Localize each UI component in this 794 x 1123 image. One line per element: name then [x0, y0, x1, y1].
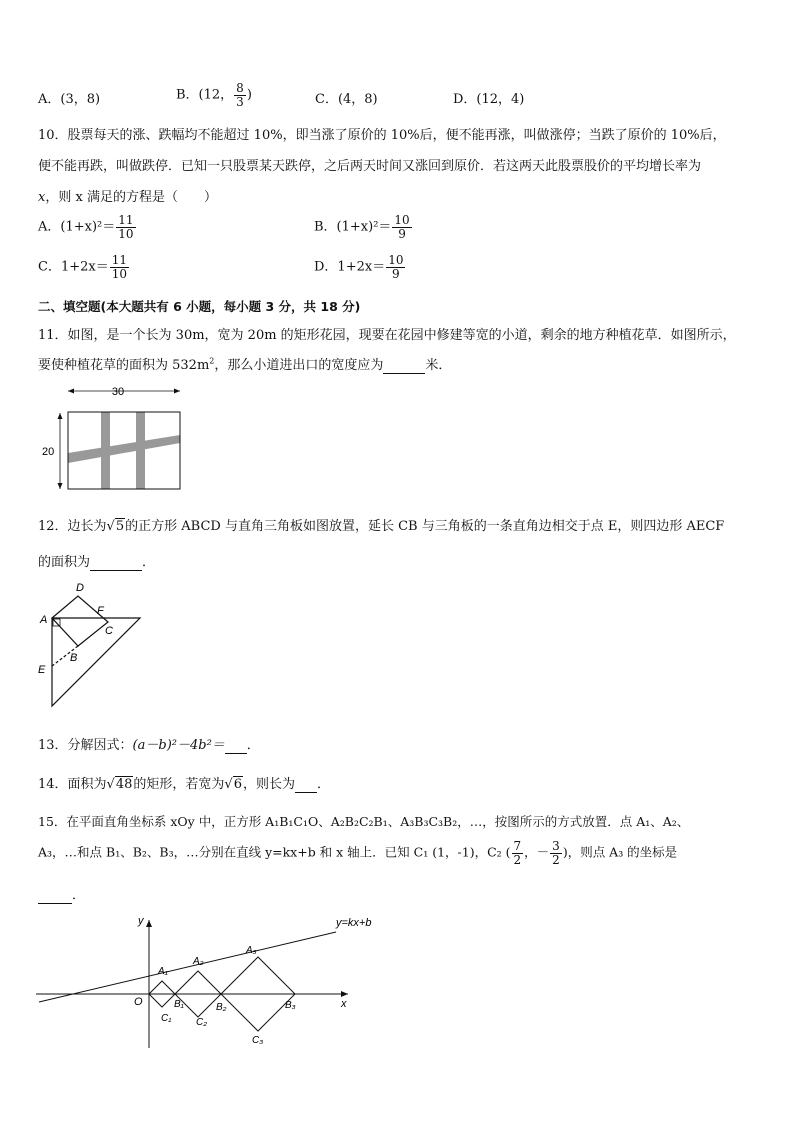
radicand: 48 [115, 777, 133, 792]
fraction [550, 840, 562, 866]
label-c3: C₃ [252, 1035, 264, 1046]
q12-line-1-a: 12．边长为 [38, 519, 107, 534]
label-a2: A₂ [193, 956, 204, 967]
answer-blank[interactable] [225, 738, 247, 754]
label-a3: A₃ [246, 945, 257, 956]
q11-line-2-a: 要使种植花草的面积为 532m [38, 358, 210, 373]
q10-choice-b-prefix: B．(1+x)²＝ [314, 219, 392, 235]
label-b3: B₃ [285, 1000, 296, 1011]
path-vertical-left [101, 412, 110, 489]
q14-a: 14．面积为 [38, 777, 107, 792]
denominator: 10 [111, 266, 127, 281]
q10-choice-d [314, 254, 406, 280]
fraction [110, 254, 129, 280]
fraction [386, 254, 405, 280]
q15-line-2-b: )，则点 A₃ 的坐标是 [562, 844, 678, 860]
arrowhead [58, 483, 63, 489]
q12-line-2-a: 的面积为 [38, 555, 91, 570]
answer-blank[interactable] [295, 777, 317, 793]
denominator: 9 [398, 226, 406, 241]
path-vertical-right [136, 412, 145, 489]
fraction [116, 214, 135, 240]
answer-blank[interactable] [383, 358, 425, 374]
numerator: 8 [236, 81, 244, 95]
width-label: 30 [111, 386, 125, 398]
garden-figure [38, 383, 188, 493]
line-y-kx-b [39, 932, 336, 1002]
coordinate-figure [36, 908, 396, 1053]
square-triangle-figure [36, 578, 148, 710]
label-c: C [105, 625, 113, 637]
q10-variable: x [38, 190, 46, 205]
q9-choice-b-suffix: ) [246, 87, 252, 103]
q10-choice-c [38, 254, 130, 280]
q14-line [38, 773, 330, 793]
q10-choice-a [38, 214, 137, 240]
line-label: y=kx+b [336, 917, 372, 929]
q9-choice-b-prefix: B．(12， [176, 87, 234, 103]
q15-line-3 [38, 884, 85, 904]
q15-line-2-a: A₃，…和点 B₁、B₂、B₃，…分别在直线 y=kx+b 和 x 轴上．已知 C₁ (1，-1)，C₂ ( [38, 844, 511, 860]
q9-choice-d: D．(12，4) [453, 92, 525, 107]
fraction [512, 840, 524, 866]
q10-line-3-rest: ，则 x 满足的方程是（ ） [45, 190, 217, 205]
q15-separator: ，－ [524, 844, 550, 860]
sqrt: √48 [106, 777, 133, 792]
q14-c: ，则长为 [242, 777, 295, 792]
q14-d: ． [317, 777, 331, 792]
height-label: 20 [42, 446, 55, 458]
denominator: 10 [118, 226, 134, 241]
label-b1: B₁ [174, 999, 184, 1010]
denominator: 2 [513, 852, 522, 867]
radicand: 6 [233, 777, 242, 792]
path-horizontal [68, 435, 180, 463]
q13-suffix: ． [246, 738, 260, 753]
q15-line-3-end: ． [72, 888, 86, 903]
q12-line-2-b: ． [142, 555, 156, 570]
q12-line-1-b: 的正方形 ABCD 与直角三角板如图放置，延长 CB 与三角板的一条直角边相交于点 E，则四边形 AECF [125, 519, 725, 534]
denominator: 2 [552, 852, 560, 867]
q11-line-1: 11．如图，是一个长为 30m，宽为 20m 的矩形花园，现要在花园中修建等宽的小道，剩余的地方种植花草．如图所示， [38, 328, 736, 343]
q15-line-1: 15．在平面直角坐标系 xOy 中，正方形 A₁B₁C₁O、A₂B₂C₂B₁、A₃B₃C₃B₂，…，按图所示的方式放置．点 A₁、A₂、 [38, 814, 690, 829]
q13-expression: (a－b)²－4b²＝ [132, 738, 225, 753]
q11-line-2 [38, 354, 451, 374]
answer-blank[interactable] [90, 555, 142, 571]
q9-choice-c: C．(4，8) [315, 92, 378, 107]
denominator: 9 [392, 266, 400, 281]
label-b: B [70, 652, 78, 664]
label-c1: C₁ [161, 1013, 172, 1024]
q10-choice-d-prefix: D．1+2x＝ [314, 259, 386, 275]
arrowhead [174, 389, 180, 394]
q15-line-2 [38, 840, 677, 866]
numerator: 11 [111, 253, 127, 267]
q12-line-2 [38, 551, 155, 571]
denominator: 3 [236, 94, 244, 109]
label-a: A [40, 614, 48, 626]
q13-prefix: 13．分解因式： [38, 738, 133, 753]
label-d: D [76, 582, 84, 594]
q10-line-3 [38, 186, 217, 205]
answer-blank[interactable] [38, 888, 72, 904]
sqrt: √5 [106, 519, 125, 534]
arrowhead [58, 413, 63, 419]
numerator: 10 [394, 213, 410, 227]
q10-choice-b [314, 214, 413, 240]
radicand: 5 [115, 519, 125, 534]
numerator: 7 [513, 839, 522, 853]
label-e: E [38, 664, 46, 676]
label-c2: C₂ [196, 1017, 208, 1028]
q10-line-1: 10．股票每天的涨、跌幅均不能超过 10%，即当涨了原价的 10%后，便不能再涨，叫做涨停；当跌了原价的 10%后， [38, 128, 726, 143]
q9-choice-a: A．(3，8) [38, 92, 101, 107]
label-b2: B₂ [216, 1002, 227, 1013]
label-a1: A₁ [158, 966, 168, 977]
numerator: 3 [552, 839, 560, 853]
q11-line-2-b: ，那么小道进出口的宽度应为 [214, 358, 384, 373]
origin-label: O [134, 996, 143, 1008]
numerator: 11 [118, 213, 134, 227]
q10-choice-a-prefix: A．(1+x)²＝ [38, 219, 116, 235]
arrowhead [68, 389, 74, 394]
x-axis-label: x [341, 998, 347, 1010]
q11-line-2-c: 米． [425, 358, 452, 373]
square-abcd [52, 596, 108, 646]
q13-line [38, 734, 260, 754]
fraction [234, 82, 246, 108]
fraction [392, 214, 411, 240]
q10-line-2: 便不能再跌，叫做跌停．已知一只股票某天跌停，之后两天时间又涨回到原价．若这两天此股票股价的平均增长率为 [38, 159, 702, 174]
section-heading: 二、填空题(本大题共有 6 小题，每小题 3 分，共 18 分) [38, 299, 361, 314]
y-axis-arrow [146, 920, 152, 927]
q9-choice-b [176, 82, 252, 108]
x-axis-arrow [341, 991, 348, 997]
sqrt: √6 [224, 777, 242, 792]
q14-b: 的矩形，若宽为 [133, 777, 225, 792]
superscript: 2 [209, 356, 215, 366]
q12-line-1 [38, 515, 724, 534]
label-f: F [97, 605, 104, 617]
numerator: 10 [388, 253, 404, 267]
y-axis-label: y [138, 915, 144, 927]
q10-choice-c-prefix: C．1+2x＝ [38, 259, 109, 275]
